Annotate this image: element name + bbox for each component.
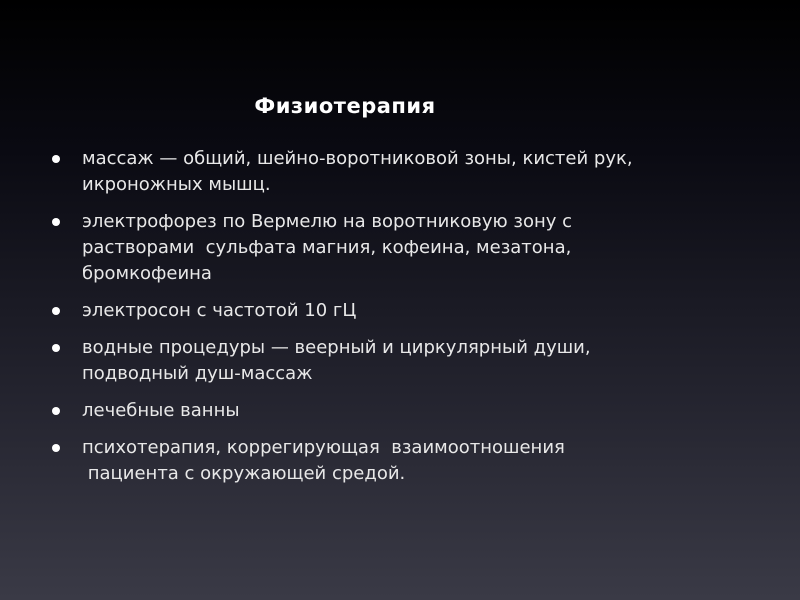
item-line: психотерапия, коррегирующая взаимоотношения [82, 437, 565, 458]
list-item [48, 335, 778, 387]
list-item [48, 209, 778, 287]
item-line: электросон с частотой 10 гЦ [82, 300, 357, 321]
list-item [48, 146, 778, 198]
bullet-icon [52, 218, 60, 226]
item-line: пациента с окружающей средой. [82, 463, 406, 484]
item-line: икроножных мышц. [82, 174, 271, 195]
slide-title: Физиотерапия [254, 94, 436, 118]
item-line: массаж — общий, шейно-воротниковой зоны, кистей рук, [82, 148, 633, 169]
bullet-icon [52, 307, 60, 315]
item-line: растворами сульфата магния, кофеина, мезатона, [82, 237, 572, 258]
item-line: лечебные ванны [82, 400, 240, 421]
item-line: водные процедуры — веерный и циркулярный души, [82, 337, 591, 358]
item-line: бромкофеина [82, 263, 212, 284]
list-item [48, 398, 778, 424]
bullet-icon [52, 155, 60, 163]
list-item [48, 298, 778, 324]
bullet-icon [52, 444, 60, 452]
bullet-icon [52, 407, 60, 415]
bullet-icon [52, 344, 60, 352]
list-item [48, 435, 778, 487]
bullet-list [48, 146, 778, 498]
item-line: электрофорез по Вермелю на воротниковую зону с [82, 211, 573, 232]
item-line: подводный душ-массаж [82, 363, 313, 384]
